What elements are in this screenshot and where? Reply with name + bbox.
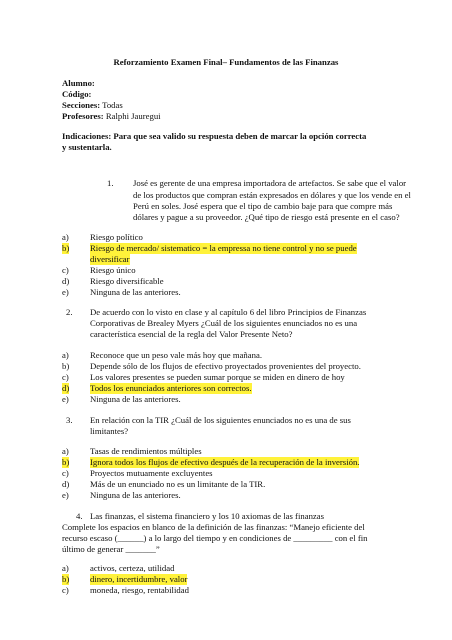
question-text-line: dólares y pague a su proveedor. ¿Qué tipo de riesgo está presente en el caso? — [133, 212, 400, 222]
profesores-value: Ralphi Jauregui — [105, 111, 161, 121]
option-text: Depende sólo de los flujos de efectivo proyectados provenientes del proyecto. — [90, 361, 361, 371]
option-text-selected: Riesgo de mercado/ sistematico = la empressa no tiene control y no se puede — [90, 243, 357, 253]
option-letter: b) — [62, 361, 70, 371]
question-number: 2. — [66, 307, 73, 317]
option-text: moneda, riesgo, rentabilidad — [90, 585, 189, 595]
question-text-line: Perú en soles. José espera que el tipo de cambio baje para que compre más — [133, 201, 393, 211]
option-text: Los valores presentes se pueden sumar porque se miden en dinero de hoy — [90, 372, 345, 382]
question-number: 4. — [76, 511, 83, 521]
option-text: Tasas de rendimientos múltiples — [90, 446, 202, 456]
option-letter: a) — [62, 350, 69, 360]
profesores-line — [62, 111, 161, 122]
option-letter: c) — [62, 372, 69, 382]
question-number: 3. — [66, 415, 73, 425]
option-letter: d) — [62, 276, 70, 286]
option-text: Riesgo político — [90, 232, 143, 242]
option-text-selected: Ignora todos los flujos de efectivo después de la recuperación de la inversión. — [90, 457, 360, 467]
option-text: Reconoce que un peso vale más hoy que mañana. — [90, 350, 263, 360]
indicaciones-line-2: y sustentarla. — [62, 142, 112, 152]
secciones-value: Todas — [102, 100, 123, 110]
question-text-line: recurso escaso (______) a lo largo del tiempo y en condiciones de _________ con el fin — [62, 533, 368, 543]
option-text-selected: dinero, incertidumbre, valor — [90, 574, 188, 584]
option-text-selected: diversificar — [90, 254, 130, 264]
option-text: Más de un enunciado no es un limitante de la TIR. — [90, 479, 266, 489]
option-letter-selected: b) — [62, 457, 70, 467]
option-letter: e) — [62, 490, 69, 500]
codigo-label: Código: — [62, 89, 92, 99]
question-text-line: De acuerdo con lo visto en clase y al capítulo 6 del libro Principios de Finanzas — [90, 307, 367, 317]
option-letter-selected: d) — [62, 383, 70, 393]
option-text: Ninguna de las anteriores. — [90, 490, 181, 500]
secciones-line — [62, 100, 123, 111]
question-text-line: Las finanzas, el sistema financiero y los 10 axiomas de las finanzas — [90, 511, 325, 521]
option-letter: d) — [62, 479, 70, 489]
indicaciones-line-1: Indicaciones: Para que sea valido su respuesta deben de marcar la opción correcta — [62, 131, 367, 141]
profesores-label: Profesores: — [62, 111, 104, 121]
option-letter: c) — [62, 265, 69, 275]
option-letter: a) — [62, 446, 69, 456]
question-text-line: Complete los espacios en blanco de la definición de las finanzas: “Manejo eficiente del — [62, 522, 365, 532]
option-letter: e) — [62, 394, 69, 404]
question-number: 1. — [107, 178, 114, 188]
option-text: Ninguna de las anteriores. — [90, 394, 181, 404]
option-letter: a) — [62, 232, 69, 242]
alumno-label: Alumno: — [62, 78, 95, 88]
question-text-line: último de generar _______” — [62, 544, 160, 554]
question-text-line: de los productos que compran están expresados en dólares y que los vende en el — [133, 190, 411, 200]
document-title: Reforzamiento Examen Final– Fundamentos de las Finanzas — [113, 57, 339, 67]
option-text: Ninguna de las anteriores. — [90, 287, 181, 297]
option-letter: c) — [62, 468, 69, 478]
option-letter: e) — [62, 287, 69, 297]
option-letter-selected: b) — [62, 574, 70, 584]
option-letter: a) — [62, 563, 69, 573]
question-text-line: característica esencial de la regla del Valor Presente Neto? — [90, 329, 293, 339]
secciones-label: Secciones: — [62, 100, 101, 110]
question-text-line: Corporativas de Brealey Myers ¿Cuál de los siguientes enunciados no es una — [90, 318, 358, 328]
question-text-line: En relación con la TIR ¿Cuál de los siguientes enunciados no es una de sus — [90, 415, 351, 425]
option-letter: c) — [62, 585, 69, 595]
option-text-selected: Todos los enunciados anteriores son correctos. — [90, 383, 252, 393]
question-text-line: limitantes? — [90, 426, 129, 436]
option-text: activos, certeza, utilidad — [90, 563, 175, 573]
question-text-line: José es gerente de una empresa importadora de artefactos. Se sabe que el valor — [133, 178, 407, 188]
option-text: Proyectos mutuamente excluyentes — [90, 468, 213, 478]
option-text: Riesgo único — [90, 265, 136, 275]
option-text: Riesgo diversificable — [90, 276, 164, 286]
option-letter-selected: b) — [62, 243, 70, 253]
